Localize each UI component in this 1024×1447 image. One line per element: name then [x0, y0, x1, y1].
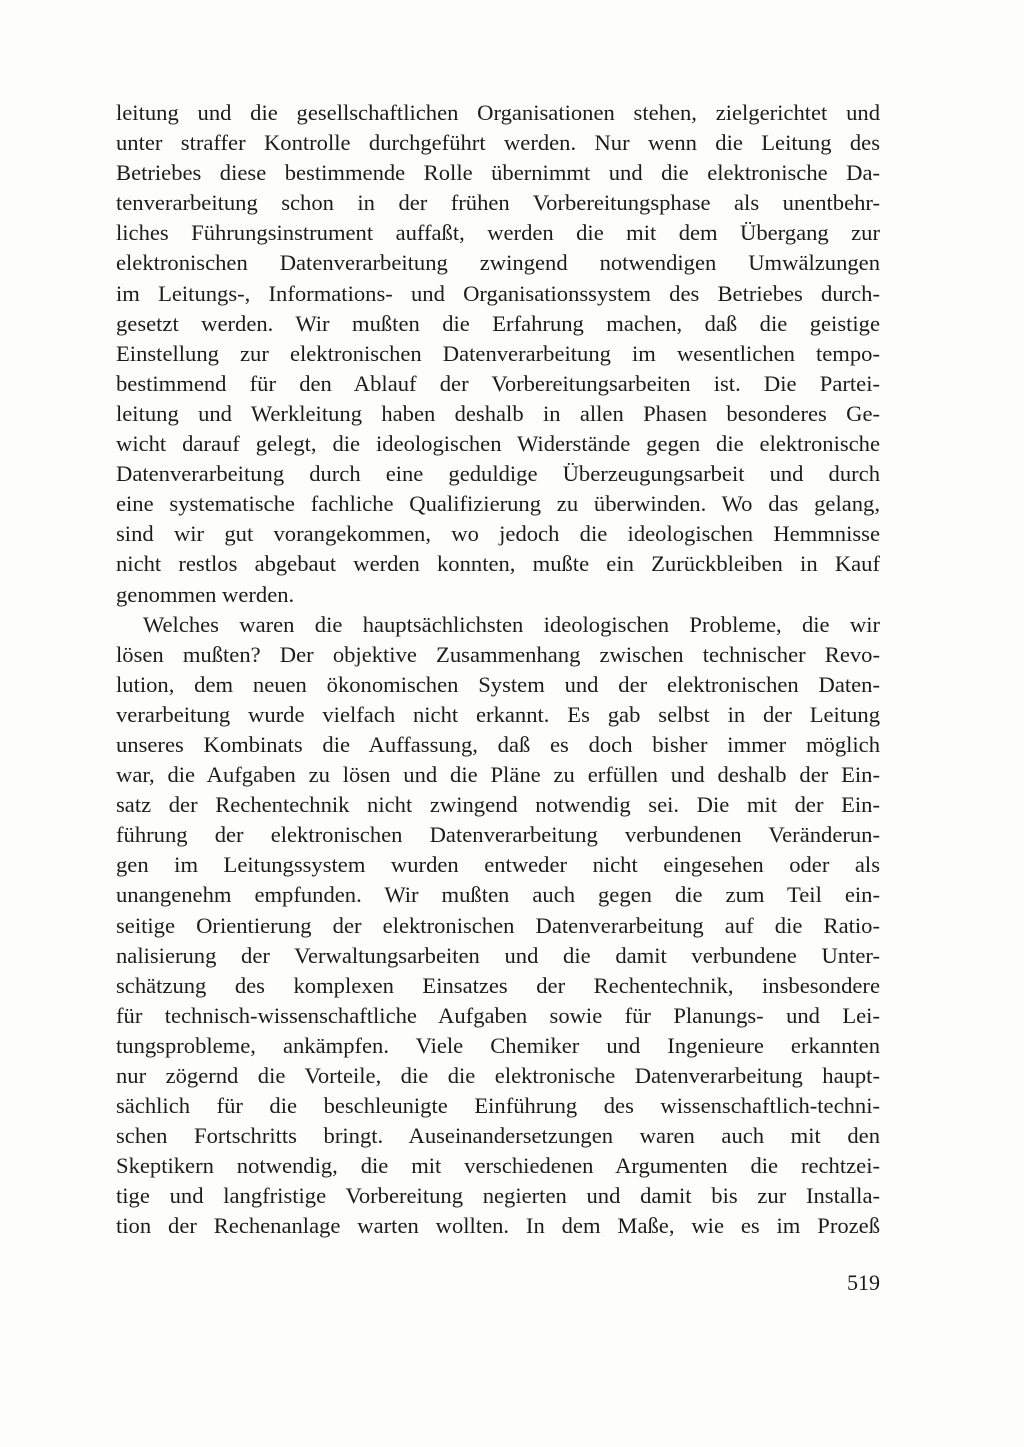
- text-line: bestimmend für den Ablauf der Vorbereitungsarbeiten ist. Die Partei-: [116, 370, 880, 396]
- text-line: leitung und die gesellschaftlichen Organisationen stehen, zielgerichtet und: [116, 100, 880, 125]
- text-line: unseres Kombinats die Auffassung, daß es doch bisher immer möglich: [116, 731, 880, 757]
- text-line: im Leitungs-, Informations- und Organisationssystem des Betriebes durch-: [116, 280, 880, 306]
- text-line: wicht darauf gelegt, die ideologischen Widerstände gegen die elektronische: [116, 431, 880, 457]
- text-line: seitige Orientierung der elektronischen Datenverarbeitung auf die Ratio-: [116, 912, 880, 938]
- text-line: war, die Aufgaben zu lösen und die Pläne zu erfüllen und deshalb der Ein-: [116, 762, 880, 788]
- text-line: nur zögernd die Vorteile, die die elektronische Datenverarbeitung haupt-: [116, 1063, 880, 1088]
- text-line: Welches waren die hauptsächlichsten ideologischen Probleme, die wir: [143, 611, 880, 637]
- text-line: unangenehm empfunden. Wir mußten auch gegen die zum Teil ein-: [116, 882, 880, 908]
- text-line: schätzung des komplexen Einsatzes der Rechentechnik, insbesondere: [116, 972, 880, 998]
- text-line: für technisch-wissenschaftliche Aufgaben sowie für Planungs- und Lei-: [116, 1002, 880, 1028]
- text-line: Betriebes diese bestimmende Rolle übernimmt und die elektronische Da-: [116, 160, 880, 186]
- text-line: gesetzt werden. Wir mußten die Erfahrung machen, daß die geistige: [116, 310, 880, 336]
- body-text: [116, 98, 880, 1242]
- text-line: verarbeitung wurde vielfach nicht erkannt. Es gab selbst in der Leitung: [116, 701, 880, 727]
- text-line: tenverarbeitung schon in der frühen Vorbereitungsphase als unentbehr-: [116, 190, 880, 216]
- text-line: Datenverarbeitung durch eine geduldige Überzeugungsarbeit und durch: [116, 461, 880, 487]
- text-line: unter straffer Kontrolle durchgeführt werden. Nur wenn die Leitung des: [116, 130, 880, 156]
- text-line: Skeptikern notwendig, die mit verschiedenen Argumenten die rechtzei-: [116, 1153, 880, 1179]
- text-line: sächlich für die beschleunigte Einführung des wissenschaftlich-techni-: [116, 1093, 880, 1119]
- text-line: lution, dem neuen ökonomischen System und der elektronischen Daten-: [116, 671, 880, 697]
- text-line: nalisierung der Verwaltungsarbeiten und die damit verbundene Unter-: [116, 942, 880, 968]
- text-line: führung der elektronischen Datenverarbeitung verbundenen Veränderun-: [116, 822, 880, 848]
- text-line: sind wir gut vorangekommen, wo jedoch die ideologischen Hemmnisse: [116, 521, 880, 547]
- text-line: schen Fortschritts bringt. Auseinandersetzungen waren auch mit den: [116, 1123, 880, 1149]
- text-line: tungsprobleme, ankämpfen. Viele Chemiker und Ingenieure erkannten: [116, 1032, 880, 1058]
- text-line: genommen werden.: [116, 581, 295, 607]
- text-line: nicht restlos abgebaut werden konnten, mußte ein Zurückbleiben in Kauf: [116, 551, 880, 577]
- text-line: tion der Rechenanlage warten wollten. In dem Maße, wie es im Prozeß: [116, 1213, 880, 1239]
- text-line: leitung und Werkleitung haben deshalb in allen Phasen besonderes Ge-: [116, 400, 880, 426]
- text-line: gen im Leitungssystem wurden entweder nicht eingesehen oder als: [116, 852, 880, 878]
- page-number: 519: [847, 1270, 880, 1295]
- text-line: tige und langfristige Vorbereitung negierten und damit bis zur Installa-: [116, 1183, 880, 1209]
- text-line: eine systematische fachliche Qualifizierung zu überwinden. Wo das gelang,: [116, 491, 880, 517]
- text-line: liches Führungsinstrument auffaßt, werden die mit dem Übergang zur: [116, 220, 880, 246]
- text-line: elektronischen Datenverarbeitung zwingend notwendigen Umwälzungen: [116, 250, 880, 276]
- text-line: satz der Rechentechnik nicht zwingend notwendig sei. Die mit der Ein-: [116, 792, 880, 818]
- paragraph-2: [116, 610, 880, 1242]
- text-line: Einstellung zur elektronischen Datenverarbeitung im wesentlichen tempo-: [116, 340, 880, 366]
- text-line: lösen mußten? Der objektive Zusammenhang zwischen technischer Revo-: [116, 641, 880, 667]
- paragraph-1: [116, 98, 880, 610]
